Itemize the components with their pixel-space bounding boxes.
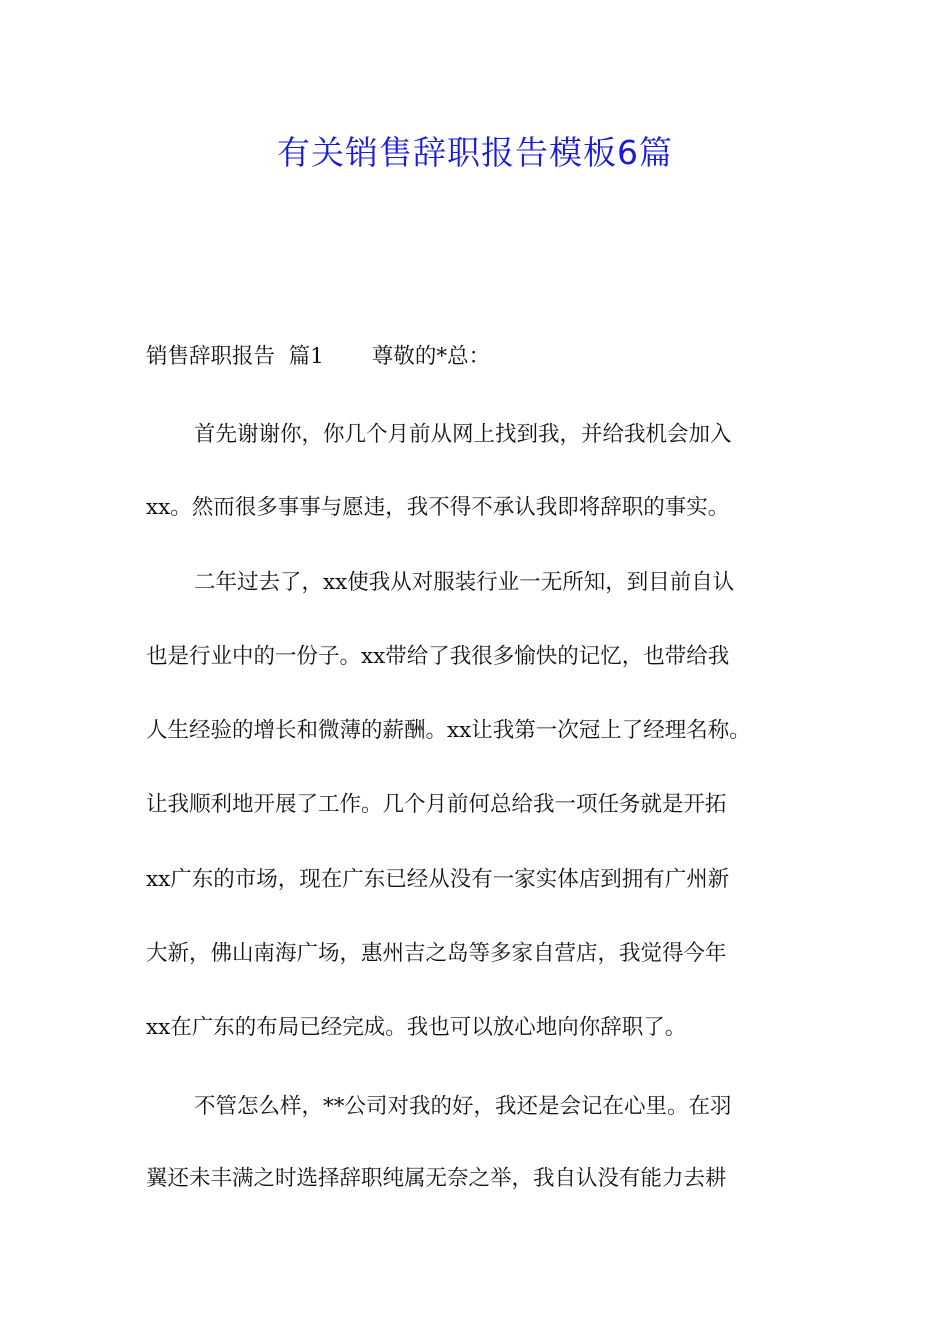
section-label: 销售辞职报告 篇1 [146, 344, 324, 369]
paragraph-line: 翼还未丰满之时选择辞职纯属无奈之举，我自认没有能力去耕 [146, 1166, 727, 1191]
paragraph-line: 让我顺利地开展了工作。几个月前何总给我一项任务就是开拓 [146, 792, 727, 817]
paragraph-line: 人生经验的增长和微薄的薪酬。xx让我第一次冠上了经理名称。 [146, 718, 751, 743]
paragraph-line: 也是行业中的一份子。xx带给了我很多愉快的记忆，也带给我 [146, 644, 730, 669]
paragraph-line: 二年过去了，xx使我从对服装行业一无所知，到目前自认 [194, 570, 735, 595]
paragraph-line: 不管怎么样，**公司对我的好，我还是会记在心里。在羽 [194, 1094, 732, 1119]
section-heading-line [146, 340, 490, 374]
paragraph-line: 大新，佛山南海广场，惠州吉之岛等多家自营店，我觉得今年 [146, 941, 727, 966]
salutation: 尊敬的*总： [371, 344, 491, 369]
paragraph-line: xx广东的市场，现在广东已经从没有一家实体店到拥有广州新 [146, 867, 730, 892]
paragraph-line: xx在广东的布局已经完成。我也可以放心地向你辞职了。 [146, 1015, 687, 1040]
paragraph-line: 首先谢谢你，你几个月前从网上找到我，并给我机会加入 [194, 422, 732, 447]
paragraph-line: xx。然而很多事事与愿违，我不得不承认我即将辞职的事实。 [146, 495, 730, 520]
document-title: 有关销售辞职报告模板6篇 [277, 133, 673, 172]
